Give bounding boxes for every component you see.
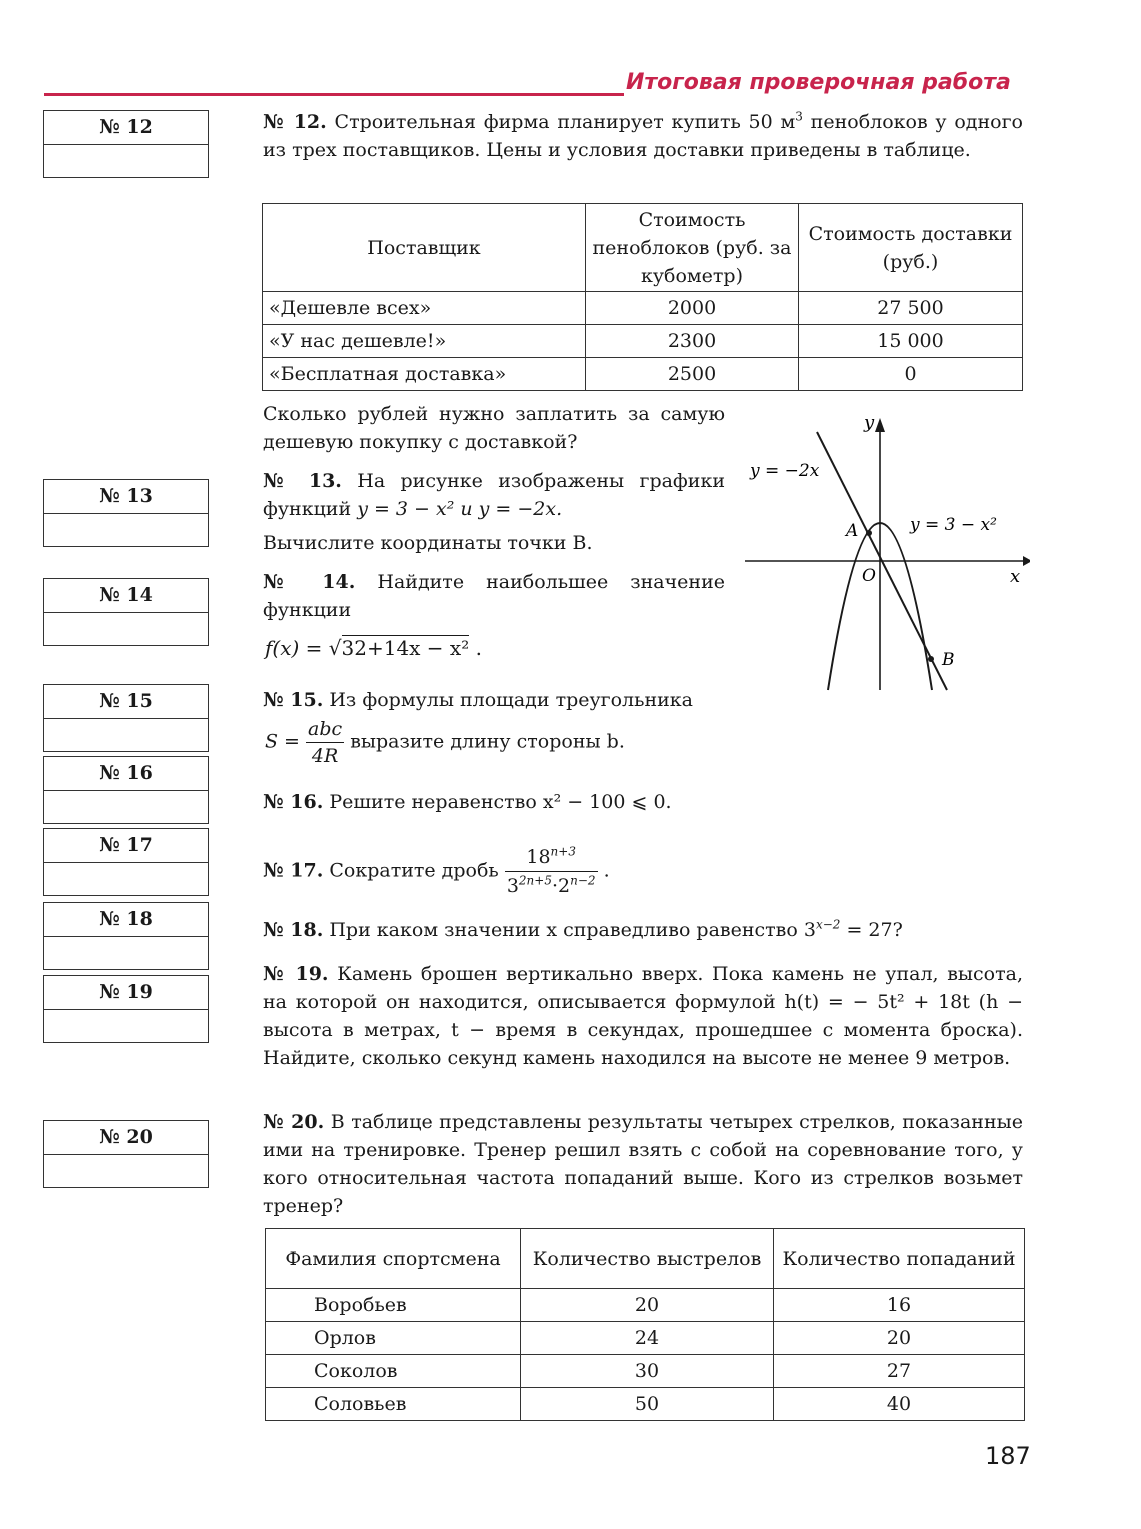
line-label: y = −2x xyxy=(750,461,820,481)
table-cell: 2500 xyxy=(586,358,799,391)
answer-field[interactable] xyxy=(44,791,208,823)
table-cell: 27 xyxy=(774,1355,1025,1388)
base: ·2 xyxy=(551,875,571,897)
fraction-denominator: 4R xyxy=(311,745,339,767)
answer-field[interactable] xyxy=(44,1155,208,1187)
table-row xyxy=(266,1289,1025,1322)
task-19-text xyxy=(263,960,1023,1072)
parabola-label: y = 3 − x² xyxy=(910,515,997,535)
answer-box-13 xyxy=(43,479,209,547)
answer-box-16 xyxy=(43,756,209,824)
task-16-text xyxy=(263,788,823,816)
formula-end: . xyxy=(597,859,610,882)
task-15-text xyxy=(263,686,733,714)
task-number: № 16. xyxy=(263,791,324,813)
task-text: При каком значении x справедливо равенство 3 xyxy=(323,919,816,941)
task-number: № 12. xyxy=(263,111,327,133)
task-12-text xyxy=(263,108,1023,164)
formula: y = 3 − x² и y = −2x. xyxy=(357,498,563,520)
table-header-cell: Стоимость доставки (руб.) xyxy=(799,204,1023,292)
answer-field[interactable] xyxy=(44,719,208,751)
table-cell: Соколов xyxy=(266,1355,521,1388)
answer-field[interactable] xyxy=(44,937,208,969)
formula: f(x) = xyxy=(265,636,329,660)
task-text: выразите длину стороны b. xyxy=(344,730,625,753)
table-cell: 24 xyxy=(521,1322,774,1355)
table-row xyxy=(266,1355,1025,1388)
answer-box-14 xyxy=(43,578,209,646)
table-cell: 2300 xyxy=(586,325,799,358)
task-12-question: Сколько рублей нужно заплатить за самую дешевую покупку с доставкой? xyxy=(263,403,725,453)
answer-box-15 xyxy=(43,684,209,752)
y-axis-label: y xyxy=(864,412,875,433)
answer-box-label: № 19 xyxy=(44,976,208,1010)
task-14-text xyxy=(263,568,725,624)
table-cell: Воробьев xyxy=(266,1289,521,1322)
shooters-table xyxy=(265,1228,1025,1421)
task-text: = 27? xyxy=(840,919,903,941)
answer-field[interactable] xyxy=(44,613,208,645)
task-text: Решите неравенство x² − 100 ⩽ 0. xyxy=(323,791,672,813)
table-cell: 30 xyxy=(521,1355,774,1388)
task-18-text xyxy=(263,916,1023,944)
answer-box-17 xyxy=(43,828,209,896)
exponent: n−2 xyxy=(570,873,596,888)
answer-field[interactable] xyxy=(44,145,208,177)
task-14-formula xyxy=(265,634,727,662)
table-row xyxy=(266,1388,1025,1421)
task-text: На рисунке изображены графики функций xyxy=(263,470,726,520)
task-text: пеноблоков у одного из трех поставщиков. Цены и условия доставки приведены в таблице. xyxy=(263,111,1023,161)
exponent: x−2 xyxy=(815,917,841,932)
table-row xyxy=(263,325,1023,358)
x-axis-label: x xyxy=(1010,566,1021,587)
formula: S = xyxy=(265,730,307,753)
task-text: Камень брошен вертикально вверх. Пока камень не упал, высота, на которой он находится, описывается формулой h(t) = − 5t² + 18t (h − высота в метрах, t − время в секундах, прошедшее с момента броска). Найдите, сколько секунд камень находился на высоте не менее 9 метров. xyxy=(263,963,1023,1069)
task-text: Строительная фирма планирует купить 50 м xyxy=(326,111,796,133)
fraction xyxy=(505,843,598,900)
table-cell: 27 500 xyxy=(799,292,1023,325)
task-17-text xyxy=(263,843,823,900)
answer-box-20 xyxy=(43,1120,209,1188)
supplier-table xyxy=(262,203,1023,391)
exponent: n+3 xyxy=(550,844,576,859)
fraction-denominator xyxy=(505,872,598,900)
answer-box-12 xyxy=(43,110,209,178)
table-cell: 15 000 xyxy=(799,325,1023,358)
table-cell: Орлов xyxy=(266,1322,521,1355)
answer-box-label: № 12 xyxy=(44,111,208,145)
answer-box-19 xyxy=(43,975,209,1043)
point-b-marker xyxy=(928,656,934,662)
table-header-row xyxy=(263,204,1023,292)
table-cell: 0 xyxy=(799,358,1023,391)
formula-end: . xyxy=(469,636,482,660)
table-cell: 50 xyxy=(521,1388,774,1421)
task-text: Из формулы площади треугольника xyxy=(323,689,694,711)
sqrt-sign: √ xyxy=(328,636,342,660)
answer-box-label: № 14 xyxy=(44,579,208,613)
task-15-formula xyxy=(265,716,735,769)
answer-field[interactable] xyxy=(44,863,208,895)
origin-label: O xyxy=(862,566,876,586)
header-rule xyxy=(44,93,624,96)
answer-box-label: № 17 xyxy=(44,829,208,863)
table-row xyxy=(266,1322,1025,1355)
table-cell: 20 xyxy=(521,1289,774,1322)
table-row xyxy=(263,358,1023,391)
table-cell: «Дешевле всех» xyxy=(263,292,586,325)
task-13-line2: Вычислите координаты точки B. xyxy=(263,532,593,554)
base: 3 xyxy=(506,875,519,897)
x-axis-arrow xyxy=(1023,556,1030,566)
task-text: Найдите наибольшее значение функции xyxy=(263,571,725,621)
table-cell: 40 xyxy=(774,1388,1025,1421)
task-text: Сократите дробь xyxy=(323,859,505,882)
task-number: № 18. xyxy=(263,919,324,941)
task-number: № 14. xyxy=(263,571,356,593)
point-a-label: A xyxy=(846,521,859,541)
fraction-numerator: abc xyxy=(306,716,344,743)
task-number: № 17. xyxy=(263,859,324,882)
task-number: № 13. xyxy=(263,470,342,492)
page-number: 187 xyxy=(985,1442,1031,1470)
fraction xyxy=(306,716,344,769)
table-header-cell: Количество попаданий xyxy=(774,1229,1025,1289)
table-header-cell: Стоимость пеноблоков (руб. за кубометр) xyxy=(586,204,799,292)
answer-box-18 xyxy=(43,902,209,970)
point-a-marker xyxy=(866,530,872,536)
table-header-cell: Количество выстрелов xyxy=(521,1229,774,1289)
answer-box-label: № 18 xyxy=(44,903,208,937)
table-cell: «У нас дешевле!» xyxy=(263,325,586,358)
table-header-cell: Поставщик xyxy=(263,204,586,292)
task-number: № 15. xyxy=(263,689,324,711)
exponent: 2n+5 xyxy=(518,873,552,888)
function-graph xyxy=(740,410,1030,700)
table-cell: «Бесплатная доставка» xyxy=(263,358,586,391)
answer-box-label: № 20 xyxy=(44,1121,208,1155)
answer-field[interactable] xyxy=(44,514,208,546)
fraction-numerator xyxy=(505,843,598,872)
table-row xyxy=(263,292,1023,325)
radicand: 32+14x − x² xyxy=(341,636,470,660)
task-13-text xyxy=(263,467,725,523)
answer-box-label: № 15 xyxy=(44,685,208,719)
table-cell: Соловьев xyxy=(266,1388,521,1421)
base: 18 xyxy=(526,846,551,868)
answer-box-label: № 13 xyxy=(44,480,208,514)
table-cell: 16 xyxy=(774,1289,1025,1322)
task-20-text xyxy=(263,1108,1023,1220)
task-number: № 19. xyxy=(263,963,329,985)
point-b-label: B xyxy=(942,650,955,670)
table-cell: 20 xyxy=(774,1322,1025,1355)
table-header-cell: Фамилия спортсмена xyxy=(266,1229,521,1289)
task-number: № 20. xyxy=(263,1111,325,1133)
y-axis-arrow xyxy=(875,418,885,432)
superscript: 3 xyxy=(795,109,803,124)
page-header-title: Итоговая проверочная работа xyxy=(626,70,1011,95)
answer-box-label: № 16 xyxy=(44,757,208,791)
answer-field[interactable] xyxy=(44,1010,208,1042)
table-header-row xyxy=(266,1229,1025,1289)
table-cell: 2000 xyxy=(586,292,799,325)
task-text: В таблице представлены результаты четырех стрелков, показанные ими на тренировке. Тренер решил взять с собой на соревнование того, у кого относительная частота попаданий выше. Кого из стрелков возьмет тренер? xyxy=(263,1111,1023,1217)
